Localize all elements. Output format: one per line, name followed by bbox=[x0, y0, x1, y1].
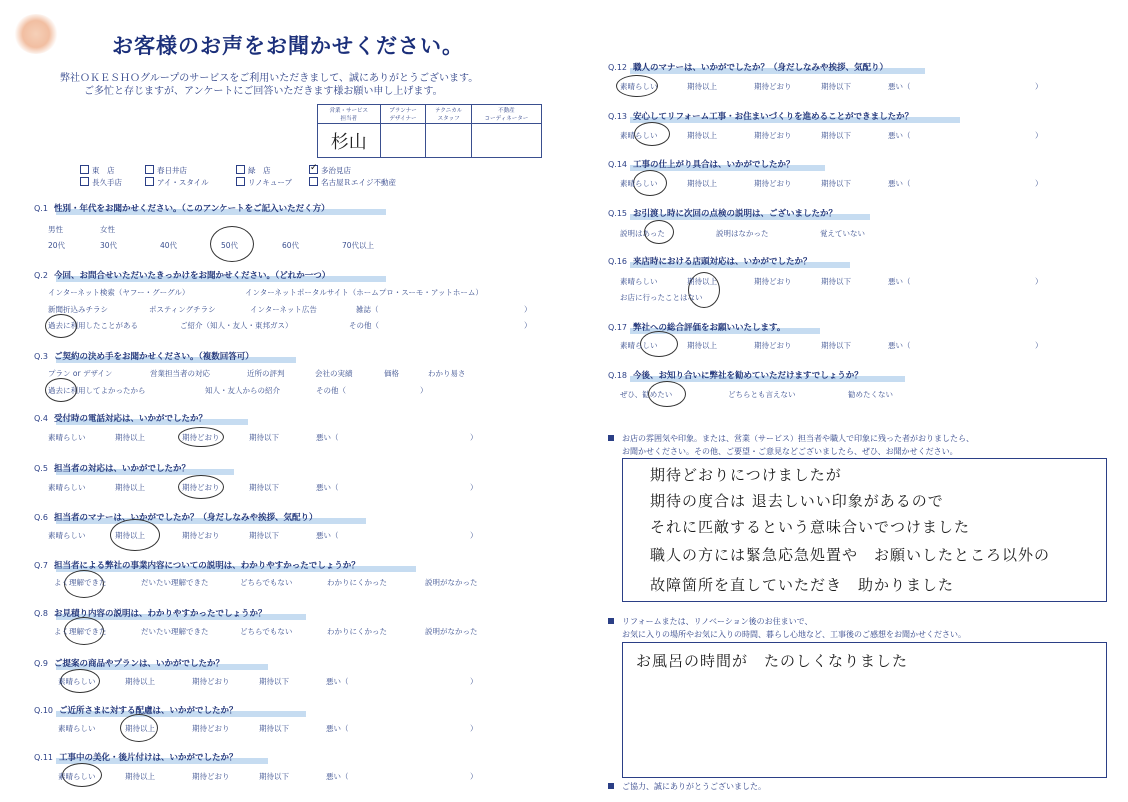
q14-paren-close: ） bbox=[1035, 179, 1043, 188]
q4-paren-close: ） bbox=[470, 433, 478, 442]
staff-header-technical: テクニカル スタッフ bbox=[426, 105, 471, 124]
q5-opt-3[interactable]: 期待以下 bbox=[249, 483, 279, 492]
q6-opt-2[interactable]: 期待どおり bbox=[182, 531, 220, 540]
q17-opt-4[interactable]: 悪い（ bbox=[888, 341, 911, 350]
q9-opt-3[interactable]: 期待以下 bbox=[259, 677, 289, 686]
staff-header-realestate: 不動産 コーディネーター bbox=[471, 105, 541, 124]
q11-opt-1[interactable]: 期待以上 bbox=[125, 772, 155, 781]
q3-opt-clarity[interactable]: わかり易さ bbox=[428, 369, 466, 378]
store-checkbox[interactable] bbox=[80, 165, 89, 174]
q1-question: Q.1 性別・年代をお聞かせください。（このアンケートをご記入いただく方） bbox=[34, 204, 330, 214]
q6-opt-4[interactable]: 悪い（ bbox=[316, 531, 339, 540]
q13-opt-3[interactable]: 期待以下 bbox=[821, 131, 851, 140]
q8-opt-2[interactable]: どちらでもない bbox=[240, 627, 293, 636]
q6-opt-3[interactable]: 期待以下 bbox=[249, 531, 279, 540]
q7-opt-2[interactable]: どちらでもない bbox=[240, 578, 293, 587]
staff-header-sales: 営業・サービス 担当者 bbox=[318, 105, 381, 124]
q8-opt-1[interactable]: だいたい理解できた bbox=[141, 627, 209, 636]
store-istyle[interactable]: アイ・スタイル bbox=[145, 177, 209, 188]
q17-opt-2[interactable]: 期待どおり bbox=[754, 341, 792, 350]
staff-table bbox=[317, 104, 542, 158]
store-renocube[interactable]: リノキューブ bbox=[236, 177, 292, 188]
q5-opt-4[interactable]: 悪い（ bbox=[316, 483, 339, 492]
q12-question: Q.12 職人のマナーは、いかがでしたか？（身だしなみや挨拶、気配り） bbox=[608, 63, 889, 73]
q2-opt-portal[interactable]: インターネットポータルサイト（ホームプロ・スーモ・アットホーム） bbox=[245, 288, 483, 297]
comment1-label-2: お聞かせください。その他、ご要望・ご意見などございましたら、ぜひ、お聞かせください。 bbox=[622, 447, 958, 456]
q5-opt-1[interactable]: 期待以上 bbox=[115, 483, 145, 492]
comment1-line-5: 故障箇所を直していただき 助かりました bbox=[650, 576, 955, 594]
q3-opt-past-good[interactable]: 過去に利用してよかったから bbox=[48, 386, 146, 395]
store-east[interactable]: 東 店 bbox=[80, 165, 115, 176]
q1-age-50[interactable]: 50代 bbox=[221, 241, 239, 250]
intro-line-1: 弊社ＯＫＥＳＨＯグループのサービスをご利用いただきまして、誠にありがとうございます。 bbox=[60, 73, 479, 84]
q17-opt-3[interactable]: 期待以下 bbox=[821, 341, 851, 350]
q4-question: Q.4 受付時の電話対応は、いかがでしたか？ bbox=[34, 414, 207, 424]
q11-opt-0[interactable]: 素晴らしい bbox=[58, 772, 96, 781]
q8-opt-0[interactable]: よく理解できた bbox=[54, 627, 107, 636]
comment2-line-1: お風呂の時間が たのしくなりました bbox=[636, 652, 909, 670]
q11-opt-3[interactable]: 期待以下 bbox=[259, 772, 289, 781]
q11-opt-2[interactable]: 期待どおり bbox=[192, 772, 230, 781]
q1-answer-circle bbox=[210, 226, 254, 262]
q13-question: Q.13 安心してリフォーム工事・お住まいづくりを進めることができましたか？ bbox=[608, 112, 914, 122]
q2-opt-magazine[interactable]: 雑誌（ bbox=[356, 305, 379, 314]
store-checkbox[interactable] bbox=[236, 177, 245, 186]
store-checkbox-checked[interactable]: ✓ bbox=[310, 163, 318, 173]
q3-opt-price[interactable]: 価格 bbox=[384, 369, 399, 378]
q5-paren-close: ） bbox=[470, 483, 478, 492]
q9-opt-2[interactable]: 期待どおり bbox=[192, 677, 230, 686]
q10-opt-1[interactable]: 期待以上 bbox=[125, 724, 155, 733]
q17-opt-1[interactable]: 期待以上 bbox=[687, 341, 717, 350]
q17-paren-close: ） bbox=[1035, 341, 1043, 350]
q16-opt-0[interactable]: 素晴らしい bbox=[620, 277, 658, 286]
q1-gender-male[interactable]: 男性 bbox=[48, 225, 63, 234]
store-midori[interactable]: 緑 店 bbox=[236, 165, 271, 176]
q12-opt-0[interactable]: 素晴らしい bbox=[620, 82, 658, 91]
q15-answer-circle bbox=[644, 220, 674, 244]
q4-opt-4[interactable]: 悪い（ bbox=[316, 433, 339, 442]
q9-opt-4[interactable]: 悪い（ bbox=[326, 677, 349, 686]
store-checkbox[interactable] bbox=[145, 165, 154, 174]
store-tajimi[interactable]: ✓ 多治見店 bbox=[310, 163, 351, 175]
q8-opt-3[interactable]: わかりにくかった bbox=[327, 627, 387, 636]
thanks-line: ご協力、誠にありがとうございました。 bbox=[608, 781, 766, 792]
q12-opt-4[interactable]: 悪い（ bbox=[888, 82, 911, 91]
q4-opt-2[interactable]: 期待どおり bbox=[182, 433, 220, 442]
q11-opt-4[interactable]: 悪い（ bbox=[326, 772, 349, 781]
q16-opt-2[interactable]: 期待どおり bbox=[754, 277, 792, 286]
comment2-label: リフォームまたは、リノベーション後のお住まいで、 bbox=[608, 616, 812, 627]
q3-question: Q.3 ご契約の決め手をお聞かせください。（複数回答可） bbox=[34, 352, 254, 362]
q3-answer-circle bbox=[45, 378, 77, 402]
q1-age-20[interactable]: 20代 bbox=[48, 241, 66, 250]
q3-opt-sales[interactable]: 営業担当者の対応 bbox=[150, 369, 210, 378]
q2-paren-close: ） bbox=[524, 305, 532, 314]
store-checkbox[interactable] bbox=[80, 177, 89, 186]
q9-question: Q.9 ご提案の商品やプランは、いかがでしたか？ bbox=[34, 659, 224, 669]
q14-opt-0[interactable]: 素晴らしい bbox=[620, 179, 658, 188]
q18-answer-circle bbox=[648, 381, 686, 407]
q2-paren-close-2: ） bbox=[524, 321, 532, 330]
q13-paren-close: ） bbox=[1035, 131, 1043, 140]
sales-staff-name: 杉山 bbox=[330, 131, 367, 153]
q11-paren-close: ） bbox=[470, 772, 478, 781]
q9-opt-0[interactable]: 素晴らしい bbox=[58, 677, 96, 686]
q18-opt-not-recommend[interactable]: 勧めたくない bbox=[848, 390, 893, 399]
comment1-line-4: 職人の方には緊急応急処置や お願いしたところ以外の bbox=[650, 546, 1051, 564]
q16-opt-4[interactable]: 悪い（ bbox=[888, 277, 911, 286]
q14-opt-3[interactable]: 期待以下 bbox=[821, 179, 851, 188]
q4-opt-1[interactable]: 期待以上 bbox=[115, 433, 145, 442]
q7-opt-1[interactable]: だいたい理解できた bbox=[141, 578, 209, 587]
q17-opt-0[interactable]: 素晴らしい bbox=[620, 341, 658, 350]
q14-opt-4[interactable]: 悪い（ bbox=[888, 179, 911, 188]
q16-opt-3[interactable]: 期待以下 bbox=[821, 277, 851, 286]
q10-opt-4[interactable]: 悪い（ bbox=[326, 724, 349, 733]
q3-paren-close: ） bbox=[420, 386, 428, 395]
q3-opt-other[interactable]: その他（ bbox=[316, 386, 346, 395]
q3-opt-friend[interactable]: 知人・友人からの紹介 bbox=[205, 386, 280, 395]
q2-opt-referral[interactable]: ご紹介（知人・友人・東邦ガス） bbox=[180, 321, 293, 330]
comment2-label-2: お気に入りの場所やお気に入りの時間、暮らし心地など、工事後のご感想をお聞かせください。 bbox=[622, 630, 966, 639]
planner-cell bbox=[380, 124, 426, 158]
page-title: お客様のお声をお聞かせください。 bbox=[112, 34, 464, 58]
q16-question: Q.16 来店時における店頭対応は、いかがでしたか？ bbox=[608, 257, 812, 267]
q4-opt-0[interactable]: 素晴らしい bbox=[48, 433, 86, 442]
q6-paren-close: ） bbox=[470, 531, 478, 540]
q12-paren-close: ） bbox=[1035, 82, 1043, 91]
q5-opt-0[interactable]: 素晴らしい bbox=[48, 483, 86, 492]
intro-line-2: ご多忙と存じますが、アンケートにご回答いただきます様お願い申し上げます。 bbox=[84, 86, 443, 97]
q11-question: Q.11 工事中の美化・後片付けは、いかがでしたか？ bbox=[34, 753, 238, 763]
q6-question: Q.6 担当者のマナーは、いかがでしたか？（身だしなみや挨拶、気配り） bbox=[34, 513, 318, 523]
q10-opt-0[interactable]: 素晴らしい bbox=[58, 724, 96, 733]
q1-gender-female[interactable]: 女性 bbox=[100, 225, 115, 234]
q10-opt-3[interactable]: 期待以下 bbox=[259, 724, 289, 733]
q15-question: Q.15 お引渡し時に次回の点検の説明は、ございましたか？ bbox=[608, 209, 838, 219]
q12-opt-1[interactable]: 期待以上 bbox=[687, 82, 717, 91]
q6-opt-0[interactable]: 素晴らしい bbox=[48, 531, 86, 540]
stamp-mark bbox=[14, 14, 58, 54]
q8-opt-4[interactable]: 説明がなかった bbox=[425, 627, 478, 636]
q13-opt-0[interactable]: 素晴らしい bbox=[620, 131, 658, 140]
q13-opt-1[interactable]: 期待以上 bbox=[687, 131, 717, 140]
q4-opt-3[interactable]: 期待以下 bbox=[249, 433, 279, 442]
q2-answer-circle bbox=[45, 314, 77, 338]
q12-opt-3[interactable]: 期待以下 bbox=[821, 82, 851, 91]
q6-opt-1[interactable]: 期待以上 bbox=[115, 531, 145, 540]
q2-opt-past-use[interactable]: 過去に利用したことがある bbox=[48, 321, 138, 330]
q2-question: Q.2 今回、お問合せいただいたきっかけをお聞かせください。（どれか一つ） bbox=[34, 271, 331, 281]
comment1-line-3: それに匹敵するという意味合いでつけました bbox=[650, 518, 971, 536]
q13-opt-2[interactable]: 期待どおり bbox=[754, 131, 792, 140]
q1-age-60[interactable]: 60代 bbox=[282, 241, 300, 250]
q9-opt-1[interactable]: 期待以上 bbox=[125, 677, 155, 686]
q12-opt-2[interactable]: 期待どおり bbox=[754, 82, 792, 91]
q10-paren-close: ） bbox=[470, 724, 478, 733]
q16-paren-close: ） bbox=[1035, 277, 1043, 286]
technical-cell bbox=[426, 124, 471, 158]
q7-opt-3[interactable]: わかりにくかった bbox=[327, 578, 387, 587]
q3-opt-plan[interactable]: プラン or デザイン bbox=[48, 369, 113, 378]
q18-opt-recommend[interactable]: ぜひ、勧めたい bbox=[620, 390, 673, 399]
realestate-cell bbox=[471, 124, 541, 158]
q14-opt-2[interactable]: 期待どおり bbox=[754, 179, 792, 188]
q2-opt-newspaper[interactable]: 新聞折込みチラシ bbox=[48, 305, 108, 314]
q5-question: Q.5 担当者の対応は、いかがでしたか？ bbox=[34, 464, 190, 474]
q13-opt-4[interactable]: 悪い（ bbox=[888, 131, 911, 140]
q18-opt-neutral[interactable]: どちらとも言えない bbox=[728, 390, 796, 399]
q8-question: Q.8 お見積り内容の説明は、わかりやすかったでしょうか？ bbox=[34, 609, 267, 619]
q7-question: Q.7 担当者による弊社の事業内容についての説明は、わかりやすかったでしょうか？ bbox=[34, 561, 360, 571]
q15-opt-dont-remember[interactable]: 覚えていない bbox=[820, 229, 865, 238]
comment1-line-1: 期待どおりにつけましたが bbox=[650, 466, 842, 484]
store-checkbox[interactable] bbox=[236, 165, 245, 174]
q7-opt-4[interactable]: 説明がなかった bbox=[425, 578, 478, 587]
q18-question: Q.18 今後、お知り合いに弊社を勧めていただけますでしょうか？ bbox=[608, 371, 863, 381]
q16-opt-1[interactable]: 期待以上 bbox=[687, 277, 717, 286]
store-nagakute[interactable]: 長久手店 bbox=[80, 177, 122, 188]
q16-opt-never-visited[interactable]: お店に行ったことはない bbox=[620, 293, 703, 302]
q1-age-40[interactable]: 40代 bbox=[160, 241, 178, 250]
comment1-label: お店の雰囲気や印象。または、営業（サービス）担当者や職人で印象に残った者がおりましたら、 bbox=[608, 433, 974, 444]
q15-opt-explained[interactable]: 説明はあった bbox=[620, 229, 665, 238]
q2-opt-search[interactable]: インターネット検索（ヤフー・グーグル） bbox=[48, 288, 190, 297]
q9-paren-close: ） bbox=[470, 677, 478, 686]
q10-question: Q.10 ご近所さまに対する配慮は、いかがでしたか？ bbox=[34, 706, 238, 716]
q1-age-30[interactable]: 30代 bbox=[100, 241, 118, 250]
store-checkbox[interactable] bbox=[145, 177, 154, 186]
q17-question: Q.17 弊社への総合評価をお願いいたします。 bbox=[608, 323, 786, 333]
q14-opt-1[interactable]: 期待以上 bbox=[687, 179, 717, 188]
store-kasugai[interactable]: 春日井店 bbox=[145, 165, 187, 176]
q3-opt-record[interactable]: 会社の実績 bbox=[315, 369, 353, 378]
q3-opt-reputation[interactable]: 近所の評判 bbox=[247, 369, 285, 378]
q1-age-70[interactable]: 70代以上 bbox=[342, 241, 375, 250]
q2-opt-other[interactable]: その他（ bbox=[349, 321, 379, 330]
q7-opt-0[interactable]: よく理解できた bbox=[54, 578, 107, 587]
q15-opt-not-explained[interactable]: 説明はなかった bbox=[716, 229, 769, 238]
staff-header-planner: プランナー デザイナー bbox=[380, 105, 426, 124]
q2-opt-webad[interactable]: インターネット広告 bbox=[250, 305, 317, 314]
comment1-line-2: 期待の度合は 退去しいい印象があるので bbox=[650, 492, 944, 510]
store-checkbox[interactable] bbox=[309, 177, 318, 186]
store-nagoya-r-age[interactable]: 名古屋Ｒエイジ不動産 bbox=[309, 177, 396, 188]
q2-opt-posting[interactable]: ポスティングチラシ bbox=[149, 305, 216, 314]
q5-opt-2[interactable]: 期待どおり bbox=[182, 483, 220, 492]
q14-question: Q.14 工事の仕上がり具合は、いかがでしたか？ bbox=[608, 160, 795, 170]
q10-opt-2[interactable]: 期待どおり bbox=[192, 724, 230, 733]
